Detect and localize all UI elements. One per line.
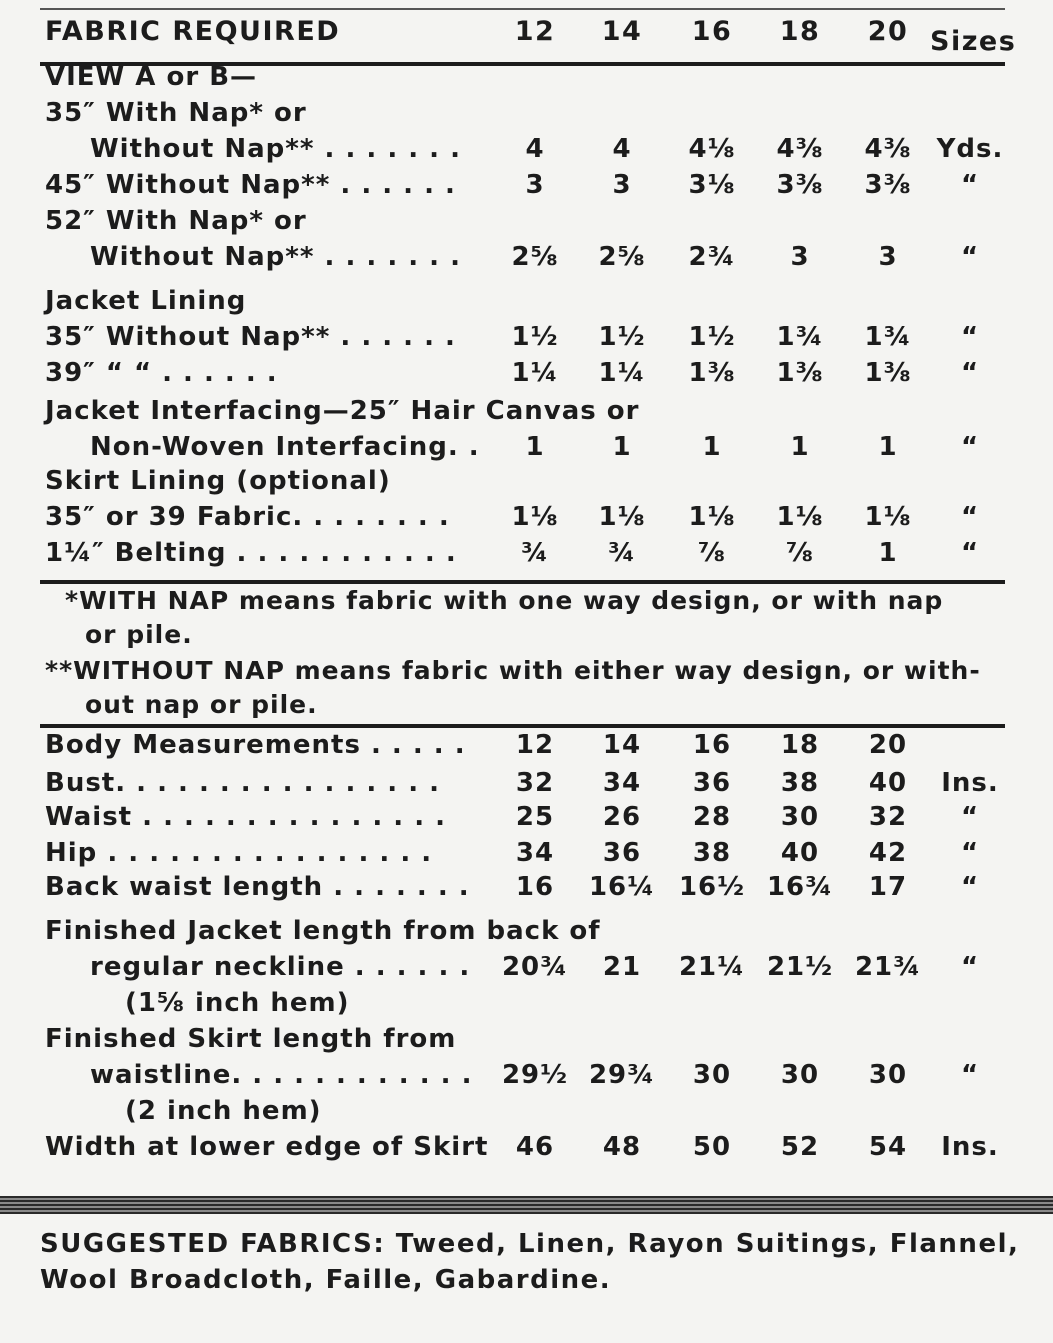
body-value: 38	[692, 838, 732, 868]
fabric-unit: “	[960, 358, 980, 388]
body-row	[0, 1096, 1053, 1132]
fabric-label: Without Nap** . . . . . . .	[90, 134, 461, 164]
fabric-value: 1¾	[776, 322, 824, 352]
body-value: 36	[692, 768, 732, 798]
body-value: 38	[780, 768, 820, 798]
body-value: 21¾	[854, 952, 922, 982]
fabric-row	[0, 358, 1053, 394]
fabric-value: 1¾	[864, 322, 912, 352]
body-value: 20¾	[501, 952, 569, 982]
fabric-label: Skirt Lining (optional)	[45, 466, 391, 496]
fabric-value: 3	[790, 242, 810, 272]
fabric-row	[0, 286, 1053, 322]
sizes-label: Sizes	[930, 26, 1017, 57]
body-value: 52	[780, 1132, 820, 1162]
size-14: 14	[601, 16, 643, 47]
fabric-value: 1⅛	[776, 502, 824, 532]
body-value: 16¾	[766, 872, 834, 902]
body-row	[0, 988, 1053, 1024]
fabric-value: 1⅛	[511, 502, 559, 532]
body-unit: “	[960, 952, 980, 982]
fabric-value: 3⅜	[864, 170, 912, 200]
body-value: 16¼	[588, 872, 656, 902]
fabric-label: 52″ With Nap* or	[45, 206, 307, 236]
fabric-label: VIEW A or B—	[45, 62, 258, 92]
fabric-label: Jacket Lining	[45, 286, 247, 316]
body-rule	[40, 724, 1005, 728]
fabric-value: 1⅜	[776, 358, 824, 388]
body-row	[0, 916, 1053, 952]
header-title: FABRIC REQUIRED	[45, 16, 341, 47]
fabric-row	[0, 170, 1053, 206]
body-row	[0, 872, 1053, 908]
body-row	[0, 768, 1053, 804]
fabric-label: 35″ or 39 Fabric. . . . . . . .	[45, 502, 450, 532]
size-18: 18	[779, 16, 821, 47]
footer-divider	[0, 1196, 1053, 1214]
fabric-value: ¾	[521, 538, 549, 568]
body-value: 34	[602, 768, 642, 798]
body-label: Back waist length . . . . . . .	[45, 872, 470, 902]
fabric-value: 1	[878, 432, 898, 462]
body-value: 16½	[678, 872, 746, 902]
fabric-unit: “	[960, 538, 980, 568]
fabric-label: 35″ Without Nap** . . . . . .	[45, 322, 456, 352]
body-value: 48	[602, 1132, 642, 1162]
body-label: Width at lower edge of Skirt	[45, 1132, 489, 1162]
fabric-unit: “	[960, 242, 980, 272]
body-value: 42	[868, 838, 908, 868]
fabric-label: 1¼″ Belting . . . . . . . . . . .	[45, 538, 457, 568]
fabric-value: 1	[612, 432, 632, 462]
body-unit: “	[960, 872, 980, 902]
body-value: 46	[515, 1132, 555, 1162]
body-row	[0, 802, 1053, 838]
fabric-row	[0, 134, 1053, 170]
fabric-value: 2¾	[688, 242, 736, 272]
body-value: 16	[692, 730, 732, 760]
fabric-value: 4⅜	[864, 134, 912, 164]
body-label: regular neckline . . . . . .	[90, 952, 471, 982]
fabric-value: ⅞	[698, 538, 726, 568]
body-value: 40	[780, 838, 820, 868]
fabric-row	[0, 502, 1053, 538]
body-label: (1⅝ inch hem)	[125, 988, 350, 1018]
fabric-value: ⅞	[786, 538, 814, 568]
body-value: 30	[780, 802, 820, 832]
body-value: 26	[602, 802, 642, 832]
fabric-value: 1½	[688, 322, 736, 352]
body-row	[0, 1132, 1053, 1168]
body-label: Body Measurements . . . . .	[45, 730, 466, 760]
body-value: 29¾	[588, 1060, 656, 1090]
fabric-value: 1½	[511, 322, 559, 352]
body-value: 40	[868, 768, 908, 798]
body-value: 25	[515, 802, 555, 832]
size-12: 12	[514, 16, 556, 47]
body-row	[0, 1060, 1053, 1096]
fabric-row	[0, 466, 1053, 502]
body-value: 50	[692, 1132, 732, 1162]
body-value: 34	[515, 838, 555, 868]
suggested-fabrics: SUGGESTED FABRICS: Tweed, Linen, Rayon Suitings, Flannel, Wool Broadcloth, Faille, Gabardine.	[40, 1229, 1020, 1295]
fabric-row	[0, 432, 1053, 468]
body-value: 17	[868, 872, 908, 902]
fabric-value: 3	[878, 242, 898, 272]
fabric-value: 1¼	[598, 358, 646, 388]
body-value: 30	[692, 1060, 732, 1090]
body-value: 32	[515, 768, 555, 798]
body-unit: “	[960, 1060, 980, 1090]
body-label: Hip . . . . . . . . . . . . . . . .	[45, 838, 433, 868]
body-value: 12	[515, 730, 555, 760]
fabric-row	[0, 396, 1053, 432]
body-value: 21	[602, 952, 642, 982]
fabric-label: 35″ With Nap* or	[45, 98, 307, 128]
body-value: 21¼	[678, 952, 746, 982]
body-label: waistline. . . . . . . . . . . .	[90, 1060, 473, 1090]
fabric-unit: “	[960, 432, 980, 462]
fabric-label: Without Nap** . . . . . . .	[90, 242, 461, 272]
fabric-row	[0, 322, 1053, 358]
fabric-unit: “	[960, 502, 980, 532]
fabric-value: 1⅜	[688, 358, 736, 388]
fabric-unit: “	[960, 322, 980, 352]
body-value: 16	[515, 872, 555, 902]
fabric-label: 45″ Without Nap** . . . . . .	[45, 170, 456, 200]
fabric-row	[0, 538, 1053, 574]
fabric-value: 1⅛	[864, 502, 912, 532]
size-20: 20	[867, 16, 909, 47]
size-16: 16	[691, 16, 733, 47]
fabric-value: 4	[612, 134, 632, 164]
fabric-label: 39″ “ “ . . . . . .	[45, 358, 278, 388]
body-value: 21½	[766, 952, 834, 982]
body-row	[0, 838, 1053, 874]
fabric-value: 3	[525, 170, 545, 200]
fabric-value: 1	[702, 432, 722, 462]
fabric-value: 3	[612, 170, 632, 200]
fabric-row	[0, 206, 1053, 242]
body-value: 36	[602, 838, 642, 868]
body-label: Bust. . . . . . . . . . . . . . . .	[45, 768, 441, 798]
fabric-value: 3⅜	[776, 170, 824, 200]
body-row	[0, 952, 1053, 988]
fabric-value: 4⅛	[688, 134, 736, 164]
fabric-value: 2⅝	[511, 242, 559, 272]
body-label: (2 inch hem)	[125, 1096, 322, 1126]
fabric-value: 1¼	[511, 358, 559, 388]
body-row	[0, 1024, 1053, 1060]
fabric-label: Non-Woven Interfacing. .	[90, 432, 480, 462]
body-value: 14	[602, 730, 642, 760]
body-value: 18	[780, 730, 820, 760]
body-unit: Ins.	[941, 768, 999, 798]
fabric-unit: Yds.	[936, 134, 1004, 164]
fabric-value: 4⅜	[776, 134, 824, 164]
body-value: 54	[868, 1132, 908, 1162]
body-value: 29½	[501, 1060, 569, 1090]
fabric-value: ¾	[608, 538, 636, 568]
fabric-value: 1	[878, 538, 898, 568]
fabric-row	[0, 242, 1053, 278]
fabric-value: 2⅝	[598, 242, 646, 272]
body-value: 30	[868, 1060, 908, 1090]
body-unit: “	[960, 802, 980, 832]
body-unit: “	[960, 838, 980, 868]
body-value: 20	[868, 730, 908, 760]
body-value: 28	[692, 802, 732, 832]
fabric-value: 1⅜	[864, 358, 912, 388]
fabric-value: 1	[790, 432, 810, 462]
fabric-unit: “	[960, 170, 980, 200]
fabric-label: Jacket Interfacing—25″ Hair Canvas or	[45, 396, 640, 426]
body-unit: Ins.	[941, 1132, 999, 1162]
note-without-nap: **WITHOUT NAP means fabric with either way design, or with- out nap or pile.	[45, 656, 981, 719]
fabric-row	[0, 62, 1053, 98]
body-value: 30	[780, 1060, 820, 1090]
top-border	[40, 8, 1005, 10]
fabric-row	[0, 98, 1053, 134]
body-label: Finished Jacket length from back of	[45, 916, 601, 946]
header-row	[0, 16, 1053, 57]
fabric-value: 4	[525, 134, 545, 164]
body-label: Finished Skirt length from	[45, 1024, 457, 1054]
fabric-value: 1½	[598, 322, 646, 352]
fabric-value: 1⅛	[688, 502, 736, 532]
body-label: Waist . . . . . . . . . . . . . . .	[45, 802, 447, 832]
body-value: 32	[868, 802, 908, 832]
fabric-value: 1	[525, 432, 545, 462]
body-row	[0, 730, 1053, 766]
note-with-nap: *WITH NAP means fabric with one way design, or with nap or pile.	[65, 586, 944, 649]
fabric-value: 3⅛	[688, 170, 736, 200]
fabric-value: 1⅛	[598, 502, 646, 532]
